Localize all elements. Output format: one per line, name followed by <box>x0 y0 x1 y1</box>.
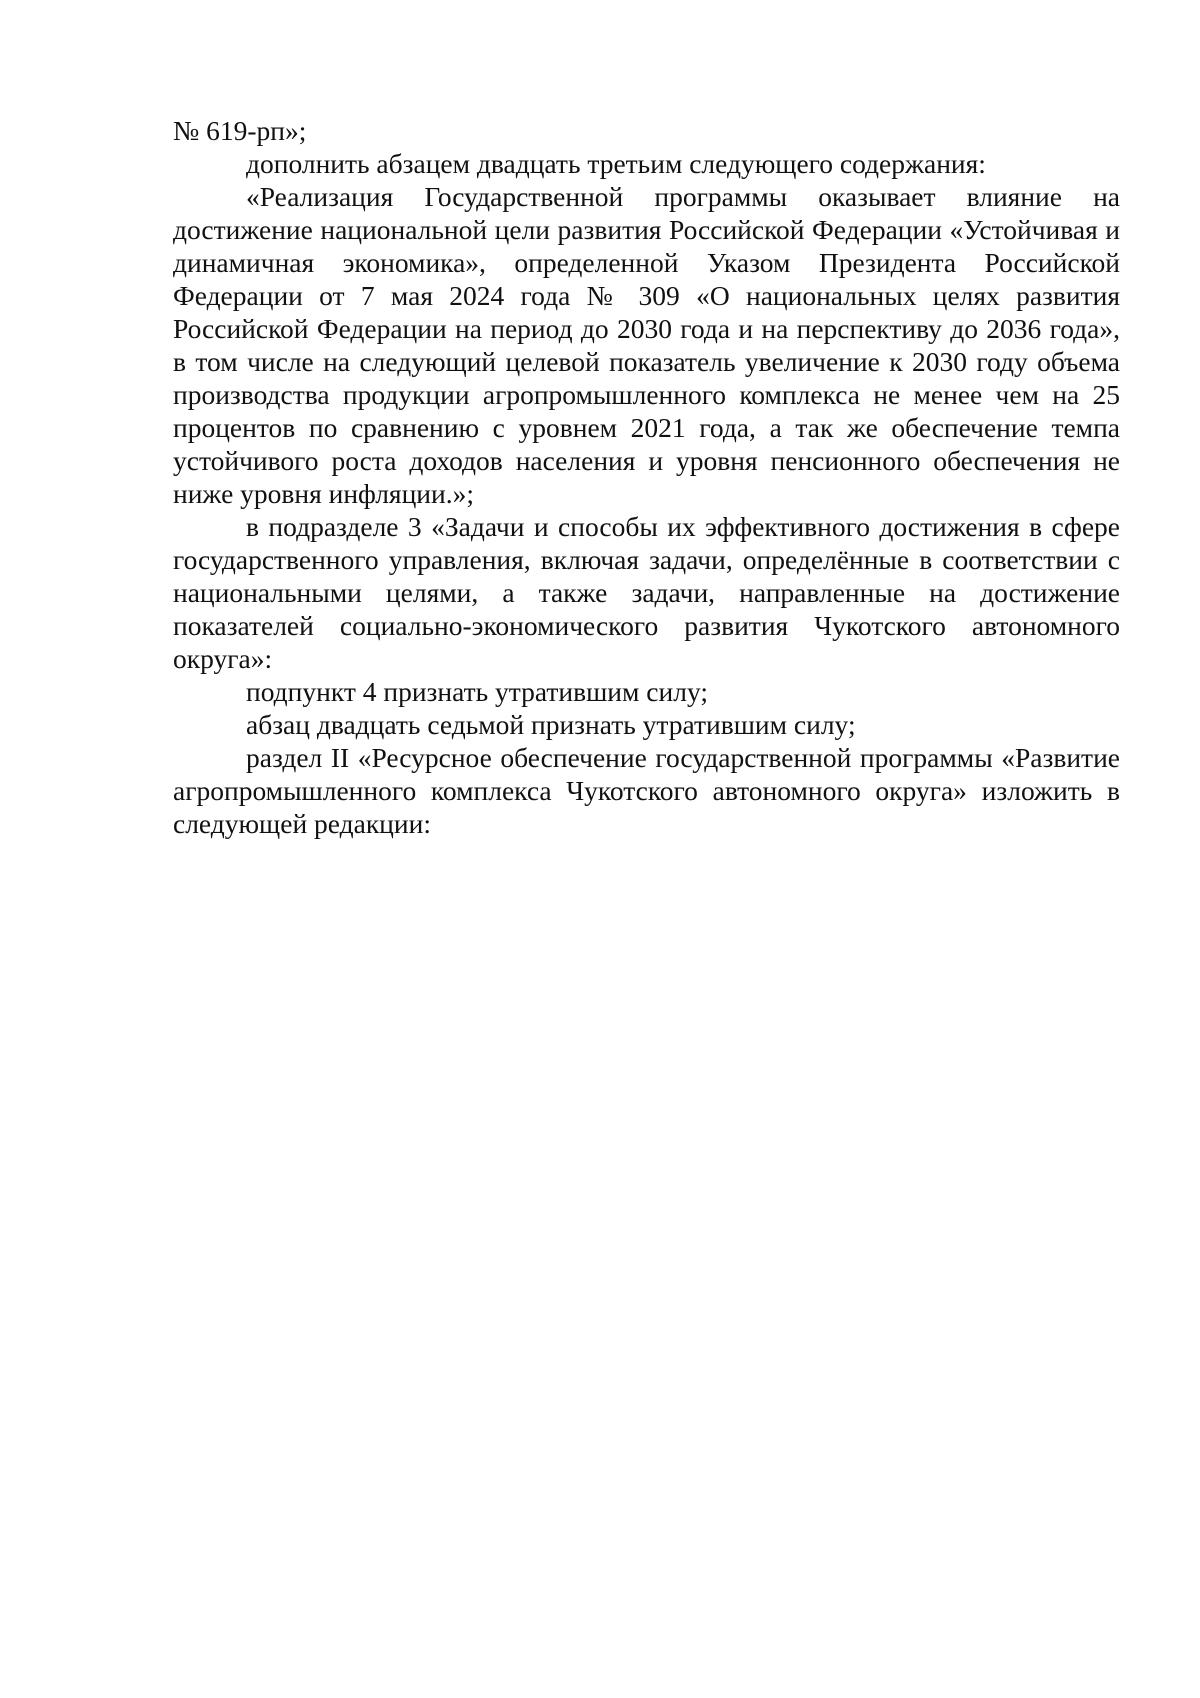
document-body <box>173 114 1120 840</box>
paragraph-section-ii: раздел II «Ресурсное обеспечение государственной программы «Развитие агропромышленного комплекса Чукотского автономного округа» изложить в следующей редакции: <box>173 742 1120 839</box>
paragraph-order-reference: № 619-рп»; <box>173 115 307 146</box>
paragraph-paragraph-27: абзац двадцать седьмой признать утратившим силу; <box>246 709 856 740</box>
paragraph-national-goal: «Реализация Государственной программы оказывает влияние на достижение национальной цели развития Российской Федерации «Устойчивая и динамичная экономика», определенной Указом Президента Российской Федерации от 7 мая 2024 года № 309 «О национальных целях развития Российской Федерации на период до 2030 года и на перспективу до 2036 года», в том числе на следующий целевой показатель увеличение к 2030 году объема производства продукции агропромышленного комплекса не менее чем на 25 процентов по сравнению с уровнем 2021 года, а так же обеспечение темпа устойчивого роста доходов населения и уровня пенсионного обеспечения не ниже уровня инфляции.»; <box>173 181 1120 509</box>
paragraph-subpoint-4: подпункт 4 признать утратившим силу; <box>246 676 708 707</box>
paragraph-subsection-3: в подразделе 3 «Задачи и способы их эффективного достижения в сфере государственного управления, включая задачи, определённые в соответствии с национальными целями, а также задачи, направленные на достижение показателей социально-экономического развития Чукотского автономного округа»: <box>173 511 1120 674</box>
paragraph-amendment-intro: дополнить абзацем двадцать третьим следующего содержания: <box>246 148 986 179</box>
